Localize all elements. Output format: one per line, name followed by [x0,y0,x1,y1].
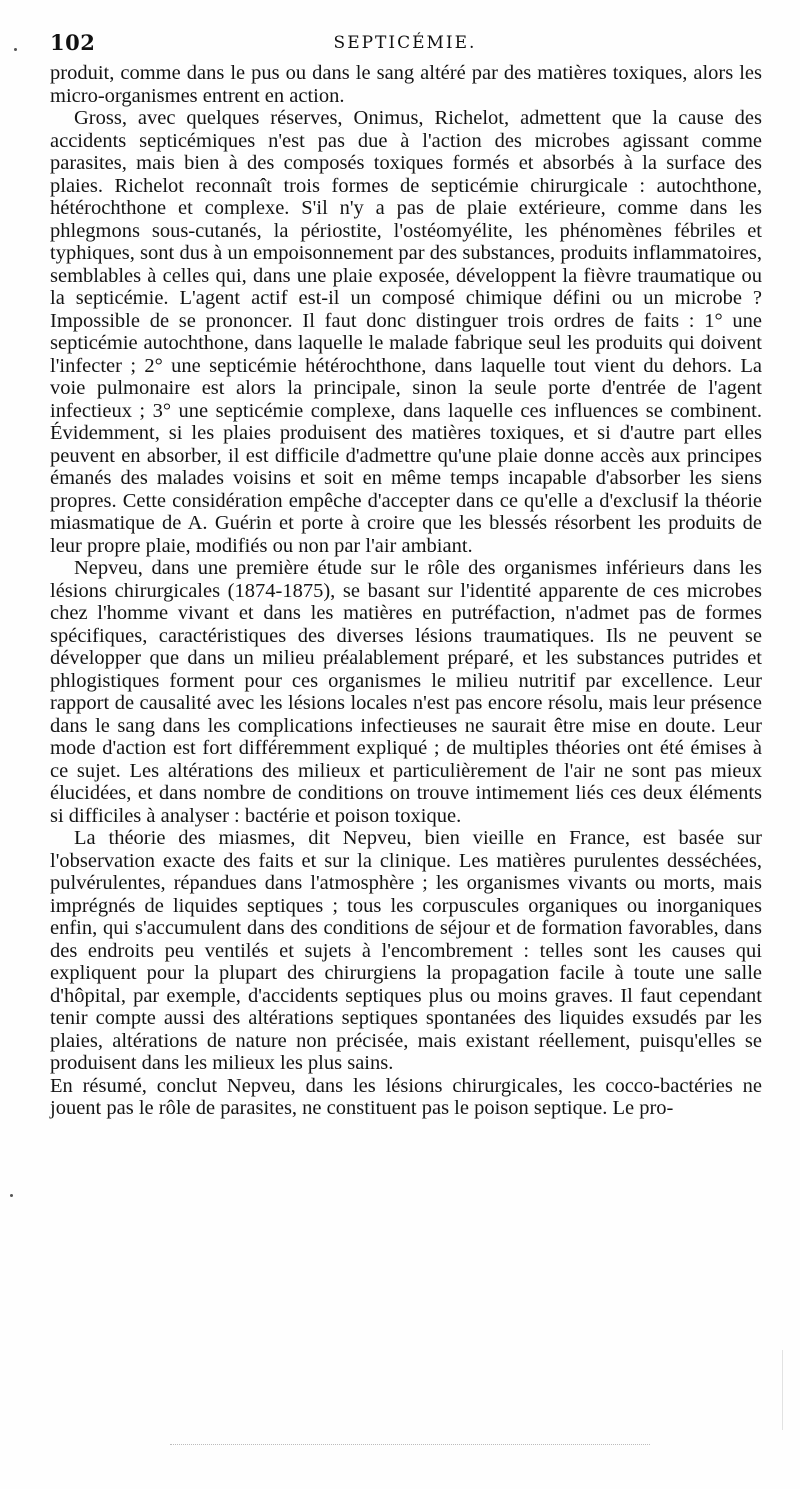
running-title: SEPTICÉMIE. [333,33,477,53]
paragraph-miasmes: La théorie des miasmes, dit Nepveu, bien vieille en France, est basée sur l'observation exacte des faits et sur la clinique. Les matières purulentes desséchées, pulvérulentes, répandues dans l'atmosphère ; les organismes vivants ou morts, mais imprégnés de liquides septiques ; tous les corpuscules organiques ou inorganiques enfin, qui s'accumulent dans des conditions de séjour et de formation favorables, dans des endroits peu ventilés et sujets à l'encombrement : telles sont les causes qui expliquent pour la plupart des chirurgiens la propagation facile à toute une salle d'hôpital, par exemple, d'accidents septiques plus ou moins graves. Il faut cependant tenir compte aussi des altérations septiques spontanées des liquides exsudés par les plaies, altérations de nature non précisée, mais existant réellement, puisqu'elles se produisent dans les milieux les plus sains. [50,827,762,1074]
page-edge-shadow [782,1350,783,1430]
paragraph-gross: Gross, avec quelques réserves, Onimus, Richelot, admettent que la cause des accidents septicémiques n'est pas due à l'action des microbes agissant comme parasites, mais bien à des composés toxiques formés et absorbés à la surface des plaies. Richelot reconnaît trois formes de septicémie chirurgicale : autochthone, hétérochthone et complexe. S'il n'y a pas de plaie extérieure, comme dans les phlegmons sous-cutanés, la périostite, l'ostéomyélite, les phénomènes fébriles et typhiques, sont dus à un empoisonnement par des substances, produits inflammatoires, semblables à celles qui, dans une plaie exposée, développent la fièvre traumatique ou la septicémie. L'agent actif est-il un composé chimique défini ou un microbe ? Impossible de se prononcer. Il faut donc distinguer trois ordres de faits : 1° une septicémie autochthone, dans laquelle le malade fabrique seul les produits qui doivent l'infecter ; 2° une septicémie hétérochthone, dans laquelle tout vient du dehors. La voie pulmonaire est alors la principale, sinon la seule porte d'entrée de l'agent infectieux ; 3° une septicémie complexe, dans laquelle ces influences se combinent. Évidemment, si les plaies produisent des matières toxiques, et si d'autre part elles peuvent en absorber, il est difficile d'admettre qu'une plaie donne accès aux principes émanés des malades voisins et soit en même temps incapable d'absorber les siens propres. Cette considération empêche d'accepter dans ce qu'elle a d'exclusif la théorie miasmatique de A. Guérin et porte à croire que les blessés résorbent les produits de leur propre plaie, modifiés ou non par l'air ambiant. [50,107,762,557]
paragraph-nepveu-study: Nepveu, dans une première étude sur le rôle des organismes inférieurs dans les lésions chirurgicales (1874-1875), se basant sur l'identité apparente de ces microbes chez l'homme vivant et dans les matières en putréfaction, n'admet pas de formes spécifiques, caractéristiques des diverses lésions traumatiques. Ils ne peuvent se développer que dans un milieu préalablement préparé, et les substances putrides et phlogistiques forment pour ces organismes le milieu nutritif par excellence. Leur rapport de causalité avec les lésions locales n'est pas encore résolu, mais leur présence dans le sang dans les complications infectieuses ne saurait être mise en doute. Leur mode d'action est fort différemment expliqué ; de multiples théories ont été émises à ce sujet. Les altérations des milieux et particulièrement de l'air ne sont pas mieux élucidées, et dans nombre de conditions on trouve intimement liés ces deux éléments si difficiles à analyser : bactérie et poison toxique. [50,557,762,827]
paragraph-continuation: produit, comme dans le pus ou dans le sang altéré par des matières toxiques, alors les micro-organismes entrent en action. [50,62,762,107]
body-text [50,62,762,1120]
page-header [50,30,760,60]
paragraph-resume: En résumé, conclut Nepveu, dans les lésions chirurgicales, les cocco-bactéries ne jouent pas le rôle de parasites, ne constituent pas le poison septique. Le pro- [50,1074,762,1119]
footer-bleed-through [170,1444,650,1445]
margin-speck [10,1194,13,1197]
page-number: 102 [50,30,96,55]
margin-speck [14,48,17,51]
